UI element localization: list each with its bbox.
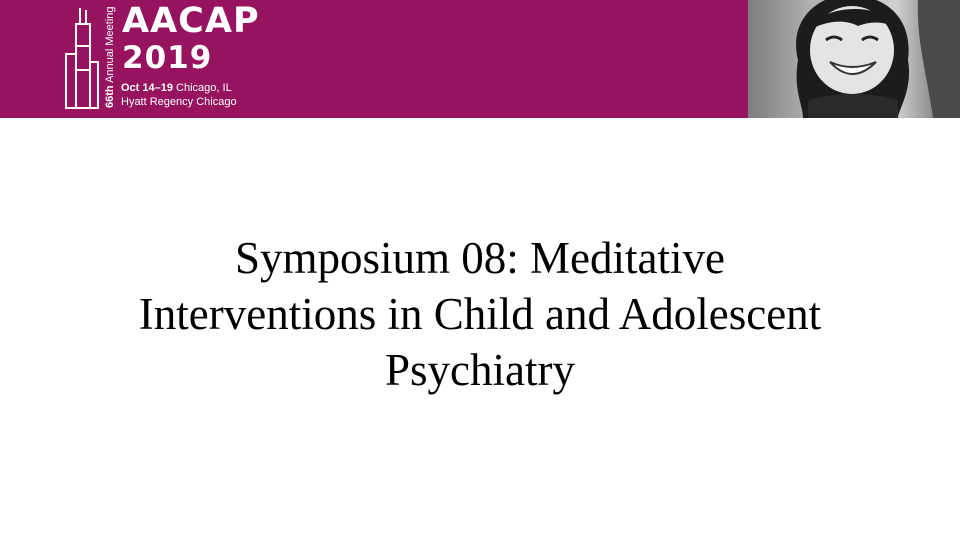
dates-location xyxy=(121,81,232,95)
slide-title xyxy=(40,230,920,398)
annual-text: Annual Meeting xyxy=(104,6,116,83)
chicago-skyline-icon xyxy=(60,6,106,110)
meeting-dates: Oct 14–19 xyxy=(121,82,173,94)
slide-title-line: Psychiatry xyxy=(385,345,575,395)
slide-title-line: Interventions in Child and Adolescent xyxy=(138,289,822,339)
brand-title: AACAP xyxy=(122,1,260,41)
slide-title-line: Symposium 08: Meditative xyxy=(235,233,725,283)
banner-photo xyxy=(748,0,960,118)
meeting-location: Chicago, IL xyxy=(176,82,232,94)
smiling-child-photo xyxy=(748,0,960,118)
brand-year: 2019 xyxy=(122,40,213,76)
annual-ordinal: 66th xyxy=(104,85,116,108)
conference-banner xyxy=(0,0,960,118)
meeting-venue: Hyatt Regency Chicago xyxy=(121,96,237,108)
annual-meeting-label xyxy=(103,4,117,108)
